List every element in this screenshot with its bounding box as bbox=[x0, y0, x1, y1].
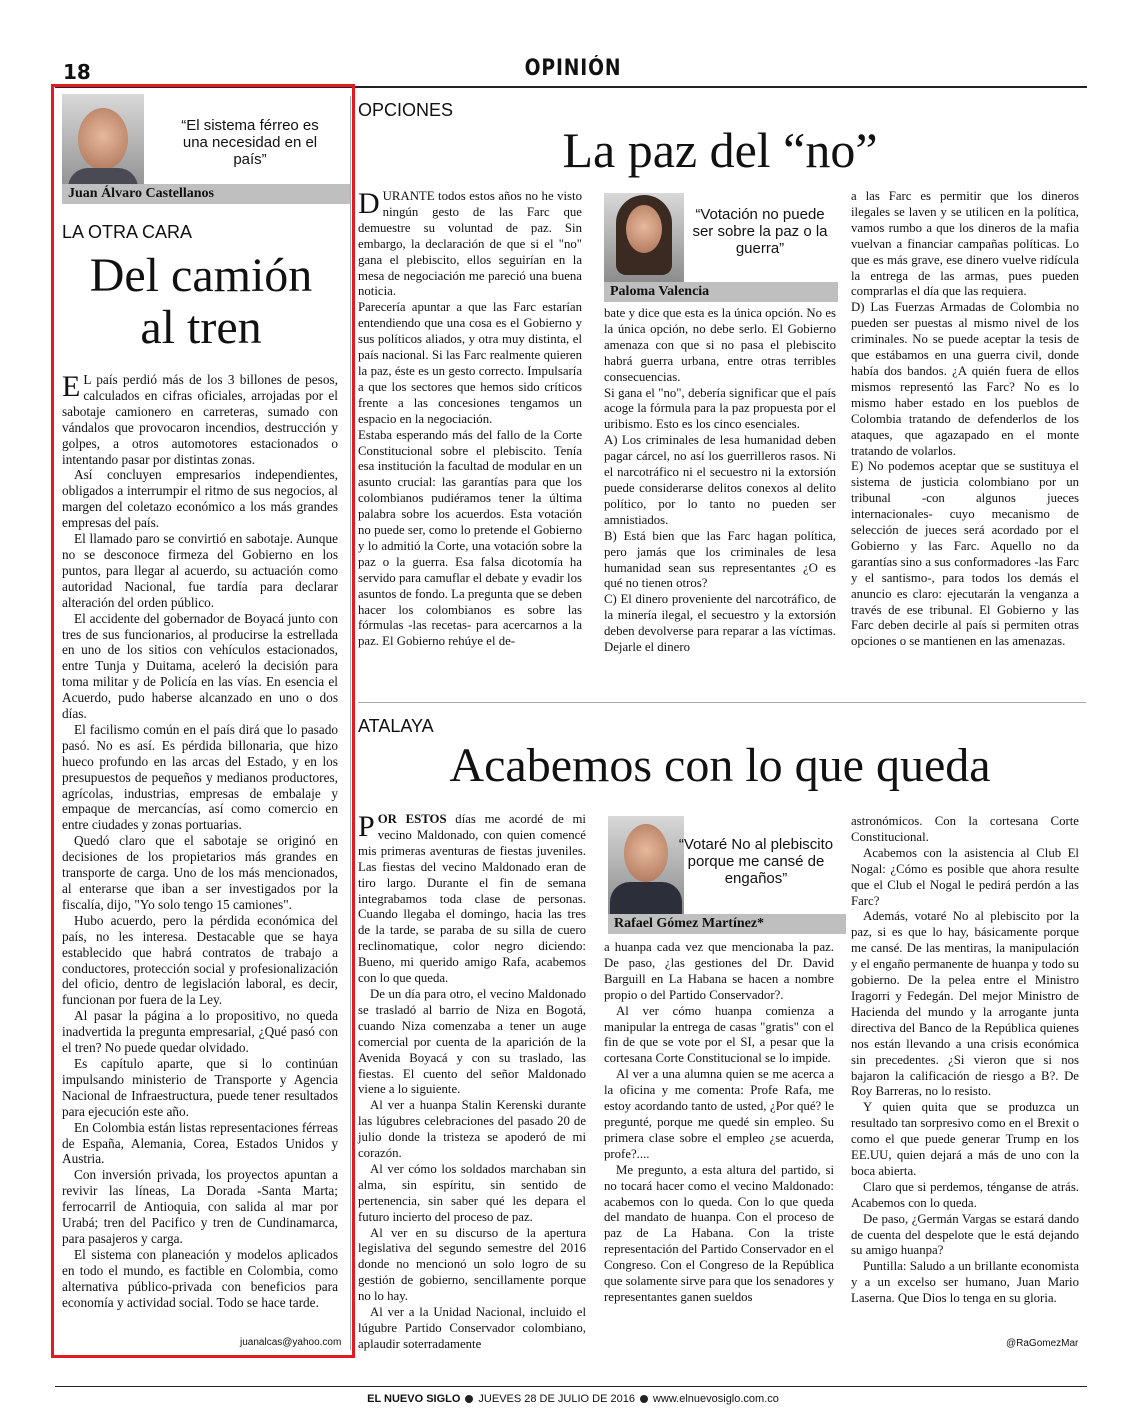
paragraph: D) Las Fuerzas Armadas de Colombia no pueden ser puestas al mismo nivel de los criminales. No se puede aceptar la tesis de que estábamos en una guerra civil, donde había dos bandos. ¿A quién fuera de ellos mismos representó las Farc? No es lo mismo haber estado en los pueblos de Colombia tratando de defenderlos de los ataques, que agazapado en el monte tratando de volarlos. bbox=[851, 300, 1079, 458]
paragraph: Así concluyen empresarios independientes, obligados a interrumpir el ritmo de sus negocios, al margen del coletazo económico a los más grandes empresas del país. bbox=[62, 467, 338, 531]
page-number: 18 bbox=[63, 60, 91, 84]
paragraph: a las Farc es permitir que los dineros ilegales se laven y se utilicen en la política, vamos rumbo a que los dineros de la mafia vuelvan a financiar campañas políticas. Lo que es más grave, ese dinero vuelve ridícula la entrega de las armas, pues pueden comprarlas el día que las requiera. bbox=[851, 189, 1079, 299]
author-face bbox=[78, 108, 128, 170]
drop-cap: E bbox=[62, 370, 81, 403]
pull-quote: “El sistema férreo es una necesidad en el país” bbox=[181, 117, 319, 168]
paragraph: Además, votaré No al plebiscito por la paz, si es que lo hay, básicamente porque me cansé. De las mentiras, la manipulación y el engaño permanente de huanpa y todo su gobierno. De la pelea entre el Ministro Iragorri y Fedegán. Del mejor Ministro de Hacienda del mundo y la arrogante junta directiva del Banco de la República quienes nos están llevando a una crisis económica sin precedentes. ¿Si vieron que si nos bajaron la calificación de riesgo a B?. De Roy Barreras, no lo resisto. bbox=[851, 909, 1079, 1099]
author-face bbox=[626, 205, 662, 253]
paragraph: Al ver a huanpa Stalin Kerenski durante las lúgubres celebraciones del pasado 20 de julio donde la tristeza se apoderó de mi corazón. bbox=[358, 1098, 586, 1161]
paragraph bbox=[358, 189, 582, 300]
paragraph: Si gana el "no", debería significar que el país acoge la fórmula para la paz propuesta por el uribismo. Esto es los cinco esenciales. bbox=[604, 385, 836, 432]
article-headline: Acabemos con lo que queda bbox=[449, 739, 991, 792]
paragraph: El accidente del gobernador de Boyacá junto con tres de sus funcionarios, al producirse la estrellada en uno de los sitios con vehículos estacionados, entre Tunja y Duitama, aceleró la decisión para toma militar y de Policía en las vías. En esencia el Acuerdo, pudo haberse alcanzado en uno o dos días. bbox=[62, 610, 338, 722]
paragraph: Puntilla: Saludo a un brillante economista y a un excelso ser humano, Juan Mario Laserna. Que Dios lo tenga en su gloria. bbox=[851, 1259, 1079, 1306]
article-kicker: OPCIONES bbox=[358, 100, 454, 120]
article-column bbox=[851, 189, 1079, 650]
author-suit bbox=[610, 882, 682, 916]
paragraph: E) No podemos aceptar que se sustituya el sistema de justicia colombiano por un tribunal -con algunos jueces internacionales- cuyo mecanismo de selección de jueces será acordado por el Gobierno y las Farc. Aquello no da garantías sino a sus conformadores -las Farc y el santismo-, para todos los demás el anuncio es claro: ejecutarán la venganza a través de ese tribunal. El Gobierno y las Farc deben decirle al país si permiten otras opciones o se mantienen en las amenazas. bbox=[851, 459, 1079, 649]
author-photo bbox=[62, 94, 144, 198]
paragraph: El facilismo común en el país dirá que lo pasado pasó. No es así. Es pérdida billonaria, que hizo hueco profundo en las arcas del Estado, y en los presupuestos de pequeños y medianos productores, agrícolas, industrias, empresas de embalaje y empaque de mercancías, así como comercio en entre ciudades y zonas portuarias. bbox=[62, 721, 338, 833]
paragraph: Me pregunto, a esta altura del partido, si no tocará hacer como el vecino Maldonado: acabemos con lo queda. Con lo que queda del mandato de huanpa. Con el proceso de paz de La Habana. Con la triste representación del Partido Conservador en el Congreso. Con el Congreso de la República que solamente sirve para que los senadores y representantes ganen sueldos bbox=[604, 1162, 834, 1304]
footer-rule bbox=[55, 1386, 1087, 1387]
headline-line: al tren bbox=[140, 301, 262, 354]
paragraph-text: L país perdió más de los 3 billones de pesos, calculados en cifras oficiales, arrojadas por el sabotaje camionero en carreteras, sumado con vándalos que provocaron incendios, destrucción y golpes, a otros automotores estacionados o intentando pasar por distintas zonas. bbox=[62, 372, 338, 467]
headline-line: Del camión bbox=[89, 249, 313, 302]
article-column bbox=[358, 812, 586, 1353]
paragraph: Al ver a una alumna quien se me acerca a la oficina y me comenta: Profe Rafa, me estoy acordando tanto de usted, ¿Por qué? le pregunté, porque me quedé sin empleo. Su primera clase sobre el empleo ¿se acuerda, profe?.... bbox=[604, 1067, 834, 1161]
section-title: OPINIÓN bbox=[524, 56, 622, 81]
paragraph: Claro que si perdemos, ténganse de atrás. Acabemos con lo queda. bbox=[851, 1179, 1079, 1210]
article-column bbox=[358, 189, 582, 650]
author-photo bbox=[608, 816, 684, 916]
author-name: Paloma Valencia bbox=[604, 282, 838, 302]
paragraph: Al ver a la Unidad Nacional, incluido el lúgubre Partido Conservador colombiano, aplaudir soterradamente bbox=[358, 1305, 586, 1351]
paragraph: Al ver cómo los soldados marchaban sin alma, sin espíritu, sin sentido de pertenencia, sin saber qué les depara el futuro incierto del proceso de paz. bbox=[358, 1161, 586, 1224]
pull-quote: “Votación no puede ser sobre la paz o la guerra” bbox=[692, 206, 828, 257]
drop-cap: D bbox=[358, 187, 380, 220]
paragraph: Hubo acuerdo, pero la pérdida económica del país, no les interesa. Destacable que se haya establecido que habrá contratos de trabajo a conductores, protección social y profesionalización del oficio, dentro de legislación laboral, es decir, funcionan por fuera de la Ley. bbox=[62, 912, 338, 1008]
article-body bbox=[62, 372, 338, 1310]
paragraph: C) El dinero proveniente del narcotráfico, de la minería ilegal, el secuestro y la extorsión deben devolverse para reparar a las víctimas. Dejarle el dinero bbox=[604, 592, 836, 655]
paragraph: a huanpa cada vez que mencionaba la paz. De paso, ¿las gestiones del Dr. David Barguill en La Habana se hacen a nombre propio o del Partido Conservador?. bbox=[604, 940, 834, 1002]
author-face bbox=[624, 824, 668, 882]
paragraph: bate y dice que esta es la única opción. No es la única opción, no debe serlo. El Gobierno amenaza con que si no pasa el plebiscito habrá guerra urbana, entre otras terribles consecuencias. bbox=[604, 306, 836, 384]
article-headline: La paz del “no” bbox=[562, 122, 878, 178]
footer bbox=[0, 1393, 1146, 1405]
paragraph: Acabemos con la asistencia al Club El Nogal: ¿Cómo es posible que ahora resulte que el Club el Nogal le pedirá perdón a las Farc? bbox=[851, 845, 1079, 908]
article-headline bbox=[56, 250, 346, 354]
author-photo bbox=[604, 193, 684, 285]
issue-date: JUEVES 28 DE JULIO DE 2016 bbox=[478, 1393, 635, 1405]
article-column bbox=[604, 306, 836, 656]
website-link[interactable]: www.elnuevosiglo.com.co bbox=[652, 1393, 779, 1405]
paragraph: De paso, ¿Germán Vargas se estará dando de cuenta del despelote que le está dejando su amigo huanpa? bbox=[851, 1211, 1079, 1258]
author-name: Rafael Gómez Martínez* bbox=[608, 914, 846, 934]
separator-dot bbox=[465, 1395, 473, 1403]
article-kicker: ATALAYA bbox=[358, 716, 434, 736]
paragraph-text: días me acordé de mi vecino Maldonado, con quien comencé mis primeras aventuras de fiestas juveniles. Las fiestas del vecino Maldonado eran de tiro largo. Durante el fin de semana integrabamos toda clase de personas. Cuando llegaba el domingo, hacia las tres de la tarde, se paraba de su silla de cuero reclinomatique, color negro diciendo: Bueno, mi querido amigo Rafa, acabemos con lo que queda. bbox=[358, 812, 586, 986]
paragraph: En Colombia están listas representaciones férreas de España, Alemania, Corea, Estados Unidos y Austria. bbox=[62, 1119, 338, 1167]
paragraph: El llamado paro se convirtió en sabotaje. Aunque no se desconoce firmeza del Gobierno en los puntos, para llegar al acuerdo, su actuación como autoridad Nacional, fue tardía para declarar alteración del orden público. bbox=[62, 531, 338, 610]
separator-dot bbox=[640, 1395, 648, 1403]
author-email[interactable]: juanalcas@yahoo.com bbox=[240, 1337, 342, 1348]
paragraph: A) Los criminales de lesa humanidad deben pagar cárcel, no así los guerrilleros rasos. Ni el narcotráfico ni el secuestro ni la extorsión puede considerarse delitos conexos al delito político, por lo tanto no pueden ser amnistiados. bbox=[604, 433, 836, 527]
paragraph: Parecería apuntar a que las Farc estarían entendiendo que una cosa es el Gobierno y sus políticos aliados, y otra muy distinta, el país nacional. Si las Farc realmente quieren la paz, éste es un gesto correcto. Impulsaría a que los sectores que hemos sido críticos frente a las concesiones tengamos un espacio en la negociación. bbox=[358, 300, 582, 426]
article-column bbox=[851, 814, 1079, 1307]
drop-cap: P bbox=[358, 810, 375, 843]
paragraph: Quedó claro que el sabotaje se originó en decisiones de los propietarios más grandes en transporte de carga. Uno de los más mencionados, al enterarse que iban a ser investigados por la fiscalía, dijo, "Yo solo tengo 15 camiones". bbox=[62, 833, 338, 912]
pull-quote: “Votaré No al plebiscito porque me cansé de engaños” bbox=[678, 836, 834, 887]
paragraph: El sistema con planeación y modelos aplicados en todo el mundo, es factible en Colombia, como alternativa público-privada con beneficios para economía y actividad social. Todo se hace tarde. bbox=[62, 1246, 338, 1310]
article-column bbox=[604, 940, 834, 1306]
author-name: Juan Álvaro Castellanos bbox=[62, 184, 350, 204]
paragraph: astronómicos. Con la cortesana Corte Constitucional. bbox=[851, 814, 1079, 844]
paragraph: De un día para otro, el vecino Maldonado se trasladó al barrio de Niza en Bogotá, cuando Niza comenzaba a tener un auge comercial por cuenta de la aparición de la Avenida Boyacá y con su traslado, las fiestas. El cuento del señor Maldonado viene a lo siguiente. bbox=[358, 986, 586, 1097]
paragraph: Y quien quita que se produzca un resultado tan sorpresivo como en el Brexit o como el que puede generar Trump en los EE.UU, quien dejará a más de uno con la boca abierta. bbox=[851, 1100, 1079, 1178]
paper-logo: EL NUEVO SIGLO bbox=[367, 1393, 461, 1405]
paragraph: Al pasar la página a lo propositivo, no queda inadvertida la pregunta empresarial, ¿Qué pasó con el tren? No puede quedar olvidado. bbox=[62, 1008, 338, 1056]
author-handle: @RaGomezMar bbox=[1006, 1338, 1079, 1349]
paragraph bbox=[358, 812, 586, 987]
paragraph: Con inversión privada, los proyectos apuntan a revivir las líneas, La Dorada -Santa Marta; ferrocarril de Antioquia, con salida al mar por Urabá; tren del Pacifico y tren de Cundinamarca, para pasajeros y carga. bbox=[62, 1167, 338, 1246]
paragraph: B) Está bien que las Farc hagan política, pero jamás que los criminales de lesa humanidad sean sus representantes ¿O es qué no tienen otros? bbox=[604, 528, 836, 591]
paragraph: Al ver cómo huanpa comienza a manipular la entrega de casas "gratis" con el fin de que se vote por el SI, a pesar que la cortesana Corte Constitucional se lo impide. bbox=[604, 1003, 834, 1066]
paragraph bbox=[62, 372, 338, 467]
lead-in: OR ESTOS bbox=[377, 812, 447, 826]
paragraph: Estaba esperando más del fallo de la Corte Constitucional sobre el plebiscito. Tenía esa institución la facultad de modular en un asunto crucial: las garantías para que los colombianos pudiéramos tener la última palabra sobre los acuerdos. Esta votación no puede ser, como lo pretende el Gobierno y lo admitió la Corte, una votación sobre la paz o la guerra. Esa falsa dicotomía ha servido para camuflar el debate y evadir los asuntos de fondo. La pregunta que se deben hacer los colombianos es sobre las fórmulas -las recetas- para acercarnos a la paz. El Gobierno rehúye el de- bbox=[358, 427, 582, 649]
article-separator bbox=[358, 702, 1086, 703]
paragraph: Es capítulo aparte, que si lo continúan impulsando ministerio de Transporte y Agencia Nacional de Infraestructura, puede tener resultados para ejecución este año. bbox=[62, 1055, 338, 1119]
paragraph-text: URANTE todos estos años no he visto ningún gesto de las Farc que demuestre su voluntad de paz. Sin embargo, la declaración de que si el "no" gana el plebiscito, ellos seguirían en la mesa de negociación me pareció una buena noticia. bbox=[358, 189, 582, 299]
article-kicker: LA OTRA CARA bbox=[62, 222, 193, 242]
paragraph: Al ver en su discurso de la apertura legislativa del segundo semestre del 2016 donde no mencionó un solo logro de su gestión de gobierno, sencillamente porque no lo hay. bbox=[358, 1225, 586, 1304]
